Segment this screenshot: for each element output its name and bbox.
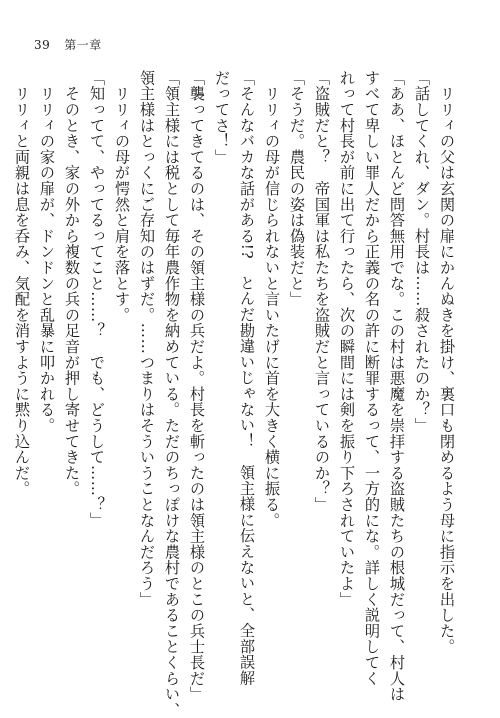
text-line: 領主様はとっくにご存知のはずだ。……つまりはそういうことなんだろう」 xyxy=(138,70,156,608)
text-line: れって村長が前に出て行ったら、次の瞬間には剣を振り下ろされていたよ」 xyxy=(338,70,356,608)
chapter-title: 第一章 xyxy=(64,38,102,52)
text-line: 「話してくれ、ダン。村長は……殺されたのか？」 xyxy=(413,70,431,434)
text-line: すべて卑しい罪人だから正義の名の許に断罪するって、一方的にな。詳しく説明してく xyxy=(363,70,381,687)
running-head xyxy=(34,36,102,53)
text-line: 「襲ってきてるのは、その領主様の兵だよ。村長を斬ったのは領主様のとこの兵士長だ」 xyxy=(188,70,206,702)
page-number: 39 xyxy=(34,38,51,52)
text-line: 「そんなバカな話がある!? とんだ勘違いじゃない！ 領主様に伝えないと、全部誤解 xyxy=(238,70,256,686)
text-line: 「そうだ。農民の姿は偽装だと」 xyxy=(288,70,306,307)
text-line: だってさ！」 xyxy=(213,70,231,165)
text-line: リリィの母が愕然と肩を落とす。 xyxy=(113,70,131,323)
text-line: リリィの母が信じられないと言いたげに首を大きく横に振る。 xyxy=(263,70,281,529)
text-line: 「ああ、ほとんど問答無用でな。この村は悪魔を崇拝する盗賊たちの根城だって、村人は xyxy=(388,70,406,702)
text-line: リリィの家の扉が、ドンドンと乱暴に叩かれる。 xyxy=(38,70,56,434)
text-line: 「盗賊だと？ 帝国軍は私たちを盗賊だと言っているのか？」 xyxy=(313,70,331,513)
page-body xyxy=(13,70,456,718)
text-line: リリィの父は玄関の扉にかんぬきを掛け、裏口も閉めるよう母に指示を出した。 xyxy=(438,70,456,655)
text-line: 「知ってて、やってるってこと……？ でも、どうして……？」 xyxy=(88,70,106,529)
text-line: リリィと両親は息を呑み、気配を消すように黙り込んだ。 xyxy=(13,70,31,497)
text-line: 「領主様には税として毎年農作物を納めている。ただのちっぽけな農村であることくらい、 xyxy=(163,70,181,718)
text-line: そのとき、家の外から複数の兵の足音が押し寄せてきた。 xyxy=(63,70,81,497)
